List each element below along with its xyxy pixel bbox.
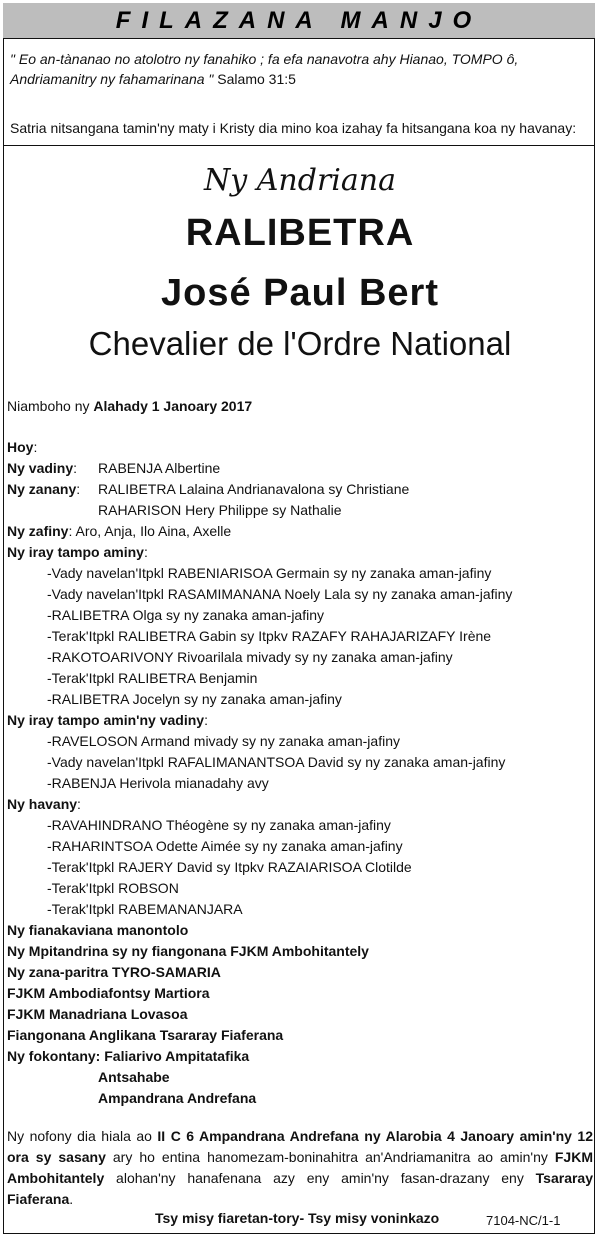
closing-bold: II C 6 Ampandrana Andrefana ny Alarobia 4 Janoary amin'ny 12 ora sy sasany [7,1128,593,1165]
iray-tampo-vady-item: -Vady navelan'Itpkl RAFALIMANANTSOA David sy ny zanaka aman-jafiny [47,754,506,770]
iray-tampo-item: -RAKOTOARIVONY Rivoarilala mivady sy ny zanaka aman-jafiny [47,649,453,665]
iray-tampo-line: Ny iray tampo aminy: [7,544,148,560]
havany-item: -Terak'Itpkl RAJERY David sy Itpkv RAZAIARISOA Clotilde [47,859,412,875]
zafiny-label: Ny zafiny [7,523,69,539]
closing-paragraph [7,1126,593,1210]
havany-label: Ny havany [7,796,78,812]
closing-text: . [69,1191,74,1207]
zanany-label: Ny zanany [7,481,77,497]
group-item: FJKM Manadriana Lovasoa [7,1006,188,1022]
hoy-line: Hoy: [7,439,38,455]
iray-tampo-vady-label: Ny iray tampo amin'ny vadiny [7,712,205,728]
hoy-label: Hoy [7,439,34,455]
group-item: Ny zana-paritra TYRO-SAMARIA [7,964,221,980]
iray-tampo-label: Ny iray tampo aminy [7,544,144,560]
footer-note: Tsy misy fiaretan-tory- Tsy misy voninkazo [155,1210,440,1226]
deceased-prefix: Ny Andriana [204,163,396,198]
zanany-item: RAHARISON Hery Philippe sy Nathalie [98,502,342,518]
iray-tampo-item: -Vady navelan'Itpkl RABENIARISOA Germain sy ny zanaka aman-jafiny [47,565,492,581]
zafiny-value: Aro, Anja, Ilo Aina, Axelle [75,523,232,539]
iray-tampo-vady-line: Ny iray tampo amin'ny vadiny: [7,712,208,728]
closing-bold: Tsararay Fiaferana [7,1170,593,1207]
havany-item: -RAVAHINDRANO Théogène sy ny zanaka aman-jafiny [47,817,391,833]
havany-item: -Terak'Itpkl RABEMANANJARA [47,901,243,917]
fokontany-item: Antsahabe [98,1069,170,1085]
iray-tampo-item: -RALIBETRA Olga sy ny zanaka aman-jafiny [47,607,325,623]
iray-tampo-vady-item: -RABENJA Herivola mianadahy avy [47,775,269,791]
banner-title: FILAZANA MANJO [115,6,483,34]
group-item: Ny fianakaviana manontolo [7,922,189,938]
intro-text: Satria nitsangana tamin'ny maty i Kristy dia mino koa izahay fa hitsangana koa ny havanay: [10,120,577,136]
deceased-surname: RALIBETRA [185,212,415,254]
zanany-line: Ny zanany: [7,481,81,497]
iray-tampo-vady-item: -RAVELOSON Armand mivady sy ny zanaka aman-jafiny [47,733,400,749]
group-item: FJKM Ambodiafontsy Martiora [7,985,210,1001]
vadiny-value: RABENJA Albertine [98,460,221,476]
zanany-item: RALIBETRA Lalaina Andrianavalona sy Christiane [98,481,410,497]
group-item: Ny Mpitandrina sy ny fiangonana FJKM Ambohitantely [7,943,369,959]
quote-box [3,39,595,146]
reference-code: 7104-NC/1-1 [486,1213,561,1228]
fokontany-label: Ny fokontany: Faliarivo Ampitatafika [7,1048,250,1064]
death-date: Alahady 1 Janoary 2017 [93,398,253,414]
iray-tampo-item: -Terak'Itpkl RALIBETRA Benjamin [47,670,258,686]
closing-bold: FJKM Ambohitantely [7,1149,593,1186]
quote-reference: Salamo 31:5 [217,71,296,87]
death-line [7,396,252,416]
deceased-given-names: José Paul Bert [161,272,439,314]
bible-quote [10,49,580,89]
closing-text: Ny nofony dia hiala ao [7,1128,158,1144]
closing-text: ary ho entina hanomezam-boninahitra an'Andriamanitra ao amin'ny [105,1149,555,1165]
notice-banner [3,3,595,39]
group-item: Fiangonana Anglikana Tsararay Fiaferana [7,1027,284,1043]
iray-tampo-item: -Vady navelan'Itpkl RASAMIMANANA Noely Lala sy ny zanaka aman-jafiny [47,586,513,602]
vadiny-label: Ny vadiny [7,460,74,476]
zafiny-line: Ny zafiny: Aro, Anja, Ilo Aina, Axelle [7,523,232,539]
death-label: Niamboho ny [7,398,90,414]
iray-tampo-item: -Terak'Itpkl RALIBETRA Gabin sy Itpkv RAZAFY RAHAJARIZAFY Irène [47,628,492,644]
quote-text: " Eo an-tànanao no atolotro ny fanahiko ; fa efa nanavotra ahy Hianao, TOMPO ô, Andriamanitry ny fahamarinana " [10,51,519,87]
iray-tampo-item: -RALIBETRA Jocelyn sy ny zanaka aman-jafiny [47,691,342,707]
deceased-honor: Chevalier de l'Ordre National [88,325,512,362]
fokontany-item: Ampandrana Andrefana [98,1090,257,1106]
havany-item: -Terak'Itpkl ROBSON [47,880,179,896]
havany-item: -RAHARINTSOA Odette Aimée sy ny zanaka aman-jafiny [47,838,403,854]
havany-line: Ny havany: [7,796,81,812]
vadiny-line: Ny vadiny: [7,460,78,476]
closing-text: alohan'ny hanafenana azy eny amin'ny fasan-drazany eny [104,1170,536,1186]
